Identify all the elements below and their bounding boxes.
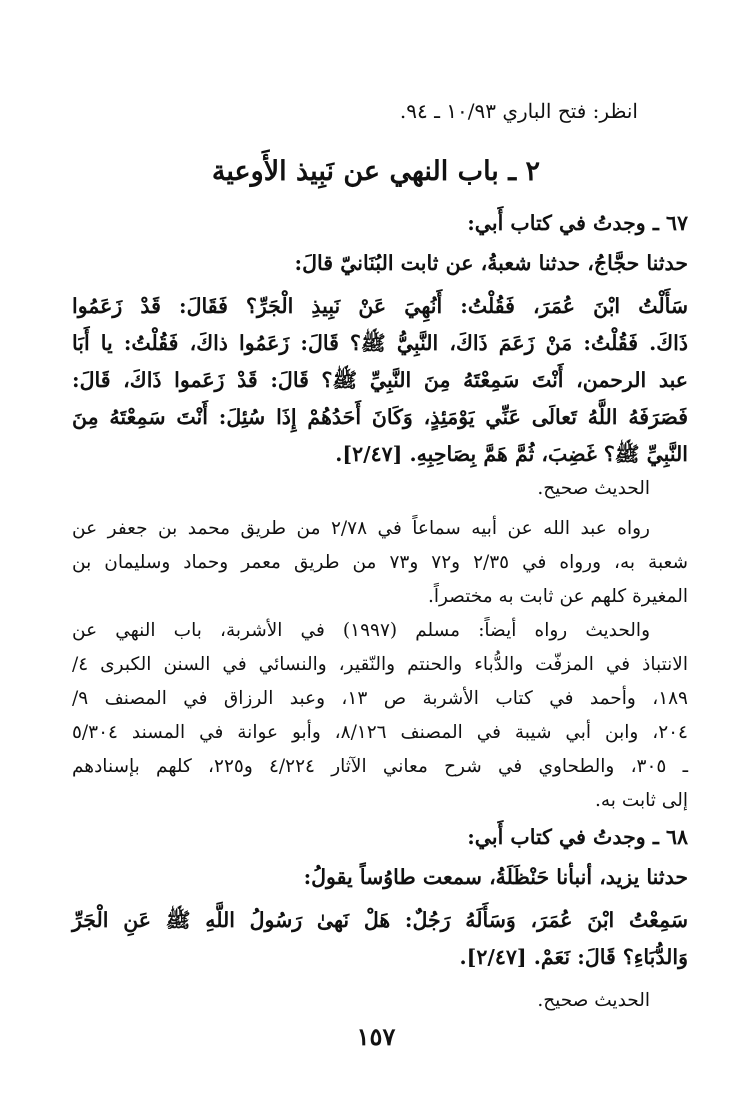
commentary-line: شعبة به، ورواه في ٢/٣٥ و٧٢ و٧٣ من طريق معمر وحماد وسليمان بن (72, 552, 688, 573)
matn-line: سَمِعْتُ ابْنَ عُمَرَ، وَسَأَلَهُ رَجُلٌ: هَلْ نَهىٰ رَسُولُ اللَّهِ ﷺ عَنِ الْجَرِّ (72, 908, 688, 932)
matn-line: وَالدُّبَاءِ؟ قَالَ: نَعَمْ. [٢/٤٧]. (459, 945, 688, 969)
commentary-line: ـ ٣٠٥، والطحاوي في شرح معاني الآثار ٤/٢٢٤ و٢٢٥، كلهم بإسنادهم (72, 756, 689, 777)
chapter-title: ٢ ـ باب النهي عن نَبِيذ الأَوعية (211, 156, 541, 187)
commentary-line: والحديث رواه أيضاً: مسلم (١٩٩٧) في الأشربة، باب النهي عن (72, 620, 651, 641)
matn-line: سَأَلْتُ ابْنَ عُمَرَ، فَقُلْتُ: أَنُهِيَ عَنْ نَبِيذِ الْجَرِّ؟ فَقَالَ: قَدْ زَعَمُوا (72, 294, 688, 318)
matn-line: عبد الرحمن، أَنْتَ سَمِعْتَهُ مِنَ النَّبِيِّ ﷺ؟ قَالَ: قَدْ زَعَموا ذَاكَ، قَالَ: (72, 368, 688, 392)
commentary-line: رواه عبد الله عن أبيه سماعاً في ٢/٧٨ من طريق محمد بن جعفر عن (72, 518, 650, 539)
commentary-line: إلى ثابت به. (594, 790, 688, 811)
commentary-line: ١٨٩، وأحمد في كتاب الأشربة ص ١٣، وعبد الرزاق في المصنف ٩/ (72, 688, 688, 709)
commentary-line: المغيرة كلهم عن ثابت به مختصراً. (427, 586, 688, 607)
page-number: ١٥٧ (356, 1022, 396, 1051)
matn-line: فَصَرَفَهُ اللَّهُ تَعالَى عَنِّي يَوْمَئِذٍ، وَكَانَ أَحَدُهُمْ إِذَا سُئِلَ: أَنْتَ سَمِعْتَهُ مِنَ (72, 405, 688, 429)
hadith-67-matn (72, 288, 688, 473)
matn-line: النَّبِيِّ ﷺ؟ غَضِبَ، ثُمَّ هَمَّ بِصَاحِبِهِ. [٢/٤٧]. (335, 442, 688, 466)
hadith-68-intro: ٦٨ ـ وجدتُ في كتاب أَبي: (467, 825, 688, 849)
hadith-67-commentary-1 (72, 512, 688, 614)
hadith-67-intro: ٦٧ ـ وجدتُ في كتاب أَبي: (467, 211, 688, 235)
hadith-67-commentary-2 (72, 614, 688, 818)
commentary-line: ٢٠٤، وابن أبي شيبة في المصنف ٨/١٢٦، وأبو عوانة في المسند ٥/٣٠٤ (72, 722, 688, 743)
hadith-67-grading: الحديث صحيح. (537, 478, 650, 499)
reference-line: انظر: فتح الباري ١٠/٩٣ ـ ٩٤. (399, 99, 638, 123)
hadith-68-grading: الحديث صحيح. (537, 990, 650, 1011)
commentary-line: الانتباذ في المزفّت والدُّباء والحنتم والنّقير، والنسائي في السنن الكبرى ٤/ (72, 654, 688, 675)
hadith-67-isnad: حدثنا حجَّاجُ، حدثنا شعبةُ، عن ثابت البُنَانيّ قالَ: (294, 251, 688, 275)
hadith-68-isnad: حدثنا يزيد، أنبأنا حَنْظَلَةُ، سمعت طاوُساً يقولُ: (303, 865, 688, 889)
matn-line: ذَاكَ. فَقُلْتُ: مَنْ زَعَمَ ذَاكَ، النَّبِيُّ ﷺ؟ قَالَ: زَعَمُوا ذاكَ، فَقُلْتُ: يا أَبَا (72, 331, 688, 355)
hadith-68-matn (72, 902, 688, 976)
